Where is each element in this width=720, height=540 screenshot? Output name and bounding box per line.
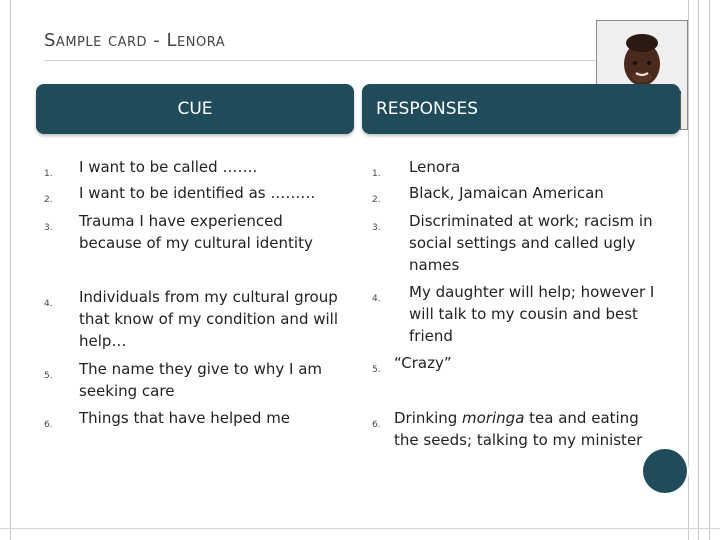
cue-header-label: CUE xyxy=(177,99,213,119)
responses-header-label: RESPONSES xyxy=(376,99,479,119)
responses-list xyxy=(372,0,682,540)
decorative-circle xyxy=(643,449,687,493)
cue-list xyxy=(44,0,354,540)
cue-text: Things that have helped me xyxy=(79,409,291,427)
response-number: 2. xyxy=(372,195,381,205)
cue-text: Individuals from my cultural group that know of my condition and will help… xyxy=(79,288,338,350)
response-text-part: Drinking xyxy=(394,409,463,427)
response-text-part: tea and eating the seeds; talking to my minister xyxy=(394,409,643,449)
cue-text: The name they give to why I am seeking care xyxy=(79,360,323,400)
cue-number: 6. xyxy=(44,420,53,430)
response-text-italic: moringa xyxy=(462,409,525,427)
cue-text: I want to be identified as ……… xyxy=(79,184,316,202)
response-number: 1. xyxy=(372,169,381,179)
cue-number: 1. xyxy=(44,169,53,179)
response-text: Lenora xyxy=(409,158,461,176)
slide-frame-line xyxy=(698,0,699,540)
response-text: Black, Jamaican American xyxy=(409,184,604,202)
response-text: Discriminated at work; racism in social settings and called ugly names xyxy=(409,212,653,274)
cue-number: 2. xyxy=(44,195,53,205)
response-number: 6. xyxy=(372,420,381,430)
cue-text: I want to be called ……. xyxy=(79,158,258,176)
slide-frame-left xyxy=(0,0,11,540)
cue-number: 4. xyxy=(44,299,53,309)
slide-title: Sample card - Lenora xyxy=(44,30,226,51)
cue-number: 5. xyxy=(44,371,53,381)
response-number: 5. xyxy=(372,365,381,375)
slide-frame-line xyxy=(688,0,689,540)
response-number: 4. xyxy=(372,294,381,304)
slide-frame-line xyxy=(709,0,710,540)
response-text xyxy=(394,407,664,451)
response-number: 3. xyxy=(372,223,381,233)
response-text: “Crazy” xyxy=(394,354,452,372)
cue-number: 3. xyxy=(44,223,53,233)
cue-text: Trauma I have experienced because of my cultural identity xyxy=(79,212,313,252)
response-text: My daughter will help; however I will talk to my cousin and best friend xyxy=(409,283,655,345)
